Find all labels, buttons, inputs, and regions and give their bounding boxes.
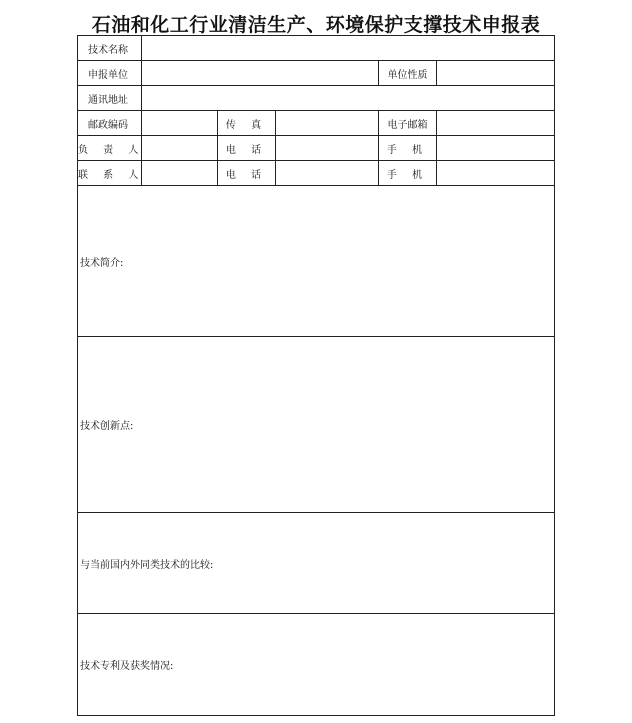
phone-label-1: 电 话 — [218, 136, 276, 161]
comparison-label: 与当前国内外同类技术的比较: — [80, 559, 214, 571]
email-label: 电子邮箱 — [379, 111, 437, 136]
application-form-table — [77, 35, 555, 716]
phone-field-1[interactable] — [276, 136, 379, 161]
fax-label: 传 真 — [218, 111, 276, 136]
mobile-field-2[interactable] — [437, 161, 555, 186]
postcode-label: 邮政编码 — [78, 111, 142, 136]
tech-name-label: 技术名称 — [78, 36, 142, 61]
address-label: 通讯地址 — [78, 86, 142, 111]
tech-name-field[interactable] — [142, 36, 555, 61]
person-in-charge-field[interactable] — [142, 136, 218, 161]
intro-label: 技术简介: — [80, 257, 124, 269]
fax-field[interactable] — [276, 111, 379, 136]
comparison-section[interactable] — [78, 513, 555, 614]
unit-nature-field[interactable] — [437, 61, 555, 86]
phone-label-2: 电 话 — [218, 161, 276, 186]
contact-label: 联 系 人 — [78, 161, 142, 186]
email-field[interactable] — [437, 111, 555, 136]
unit-nature-label: 单位性质 — [379, 61, 437, 86]
postcode-field[interactable] — [142, 111, 218, 136]
form-title: 石油和化工行业清洁生产、环境保护支撑技术申报表 — [91, 14, 541, 36]
address-field[interactable] — [142, 86, 555, 111]
applicant-field[interactable] — [142, 61, 379, 86]
person-in-charge-label: 负 责 人 — [78, 136, 142, 161]
patents-label: 技术专利及获奖情况: — [80, 661, 174, 672]
mobile-label-2: 手 机 — [379, 161, 437, 186]
innovation-section[interactable] — [78, 337, 555, 513]
innovation-label: 技术创新点: — [80, 421, 134, 432]
mobile-label-1: 手 机 — [379, 136, 437, 161]
applicant-label: 申报单位 — [78, 61, 142, 86]
patents-section[interactable] — [78, 614, 555, 716]
mobile-field-1[interactable] — [437, 136, 555, 161]
contact-field[interactable] — [142, 161, 218, 186]
intro-section[interactable] — [78, 186, 555, 337]
phone-field-2[interactable] — [276, 161, 379, 186]
